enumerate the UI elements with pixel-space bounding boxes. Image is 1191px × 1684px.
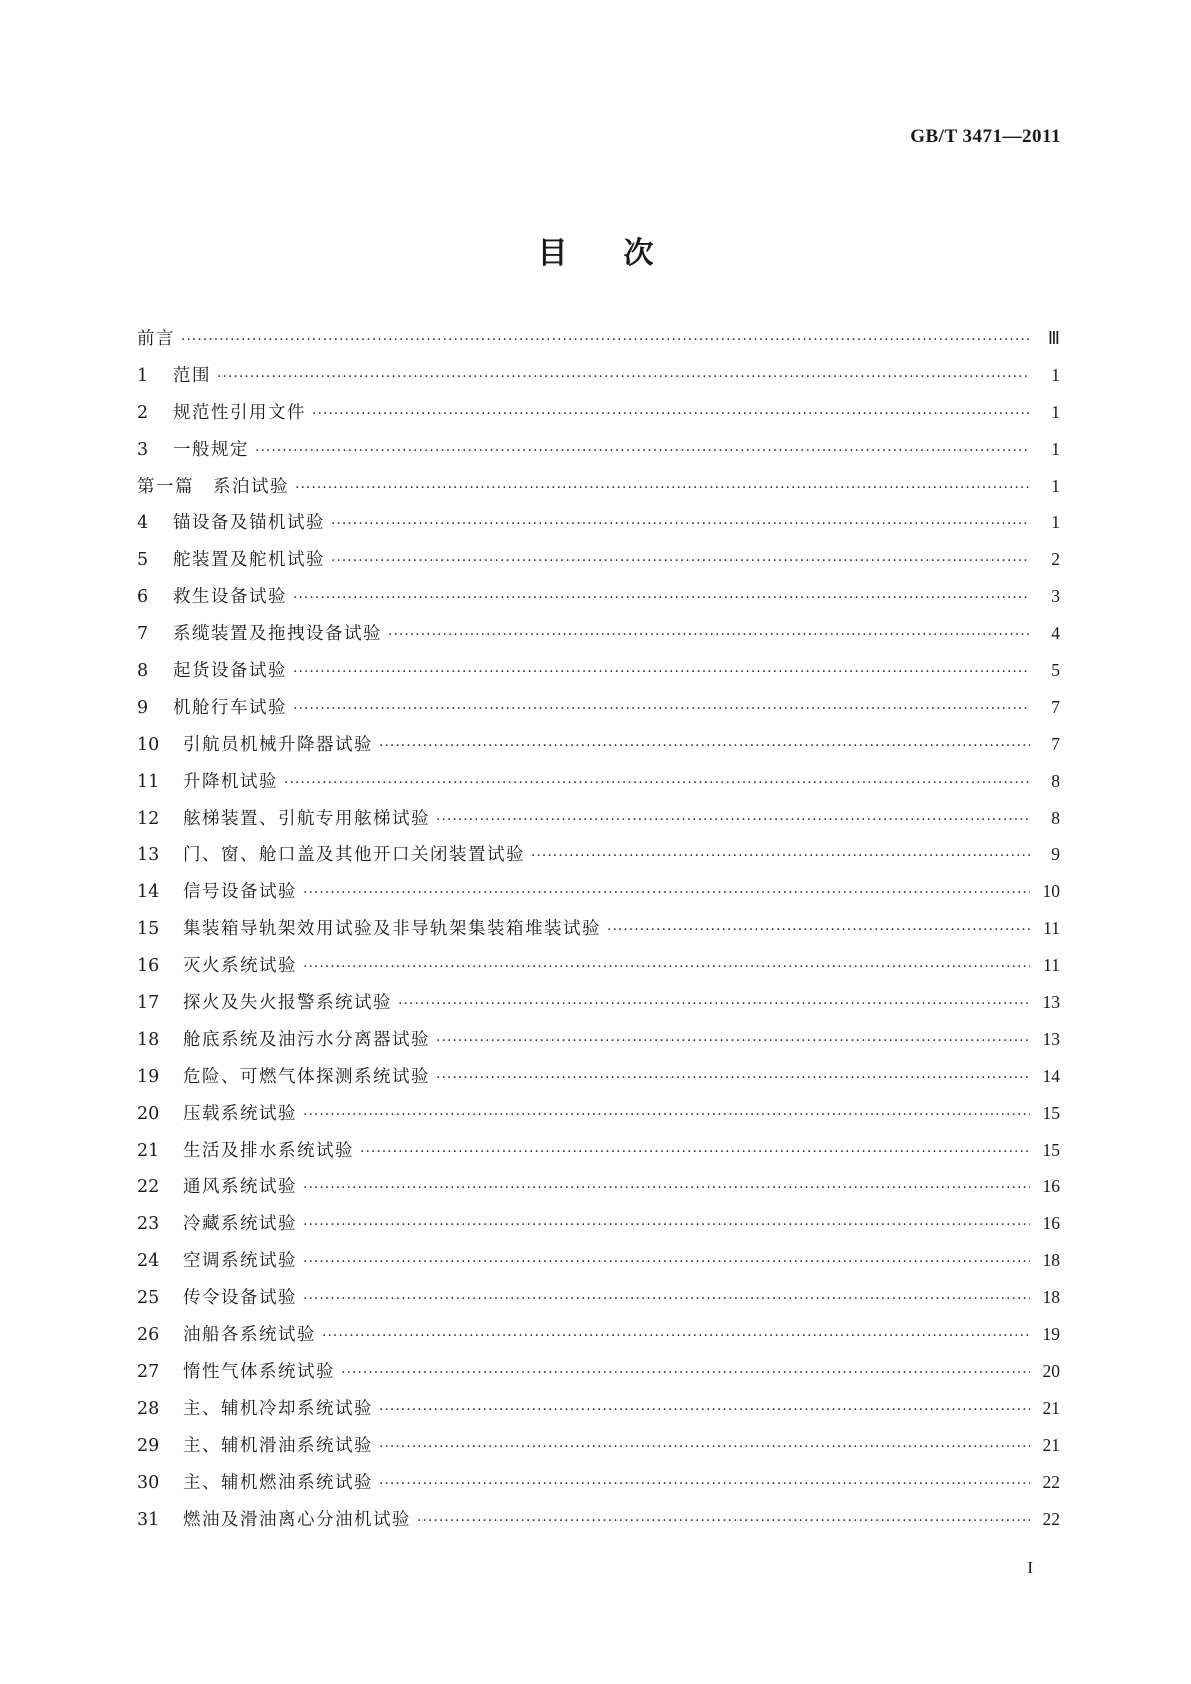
toc-entry-page: 22 bbox=[1042, 1508, 1060, 1529]
toc-entry[interactable] bbox=[137, 1137, 1060, 1174]
toc-entry-number: 16 bbox=[137, 956, 160, 977]
toc-entry-page: 21 bbox=[1042, 1434, 1060, 1455]
toc-entry-number: 17 bbox=[137, 993, 160, 1014]
toc-entry[interactable] bbox=[137, 1395, 1060, 1432]
toc-entry-page: 15 bbox=[1042, 1139, 1060, 1160]
toc-entry[interactable] bbox=[137, 1026, 1060, 1063]
toc-entry-title: 系缆装置及拖拽设备试验 bbox=[173, 624, 382, 645]
toc-entry-title: 主、辅机冷却系统试验 bbox=[183, 1398, 373, 1419]
toc-entry-title: 门、窗、舱口盖及其他开口关闭装置试验 bbox=[183, 845, 525, 866]
toc-entry-page: 16 bbox=[1042, 1213, 1060, 1234]
toc-leader-dots bbox=[303, 959, 1030, 975]
toc-leader-dots bbox=[293, 590, 1030, 606]
toc-entry[interactable] bbox=[137, 583, 1060, 620]
toc-entry-page: 22 bbox=[1042, 1471, 1060, 1492]
toc-entry-title: 第一篇 系泊试验 bbox=[137, 476, 289, 497]
toc-entry-number: 10 bbox=[137, 734, 160, 755]
toc-entry-page: 13 bbox=[1042, 992, 1060, 1013]
toc-entry-page: 4 bbox=[1051, 623, 1060, 644]
toc-entry-page: 1 bbox=[1051, 512, 1060, 533]
toc-leader-dots bbox=[398, 996, 1030, 1012]
toc-leader-dots bbox=[255, 443, 1030, 459]
toc-entry-page: 21 bbox=[1042, 1397, 1060, 1418]
toc-leader-dots bbox=[303, 1180, 1030, 1196]
toc-entry-number: 27 bbox=[137, 1361, 160, 1382]
toc-entry-page: 8 bbox=[1051, 770, 1060, 791]
toc-entry[interactable] bbox=[137, 1063, 1060, 1100]
toc-entry[interactable] bbox=[137, 1247, 1060, 1284]
toc-leader-dots bbox=[607, 922, 1030, 938]
toc-entry-number: 1 bbox=[137, 365, 149, 386]
toc-entry-page: 10 bbox=[1042, 881, 1060, 902]
toc-leader-dots bbox=[436, 1033, 1030, 1049]
standard-code: GB/T 3471—2011 bbox=[910, 126, 1061, 147]
toc-entry-title: 机舱行车试验 bbox=[173, 697, 287, 718]
toc-leader-dots bbox=[341, 1365, 1030, 1381]
toc-leader-dots bbox=[379, 1402, 1030, 1418]
toc-entry[interactable] bbox=[137, 1432, 1060, 1469]
toc-entry-page: 7 bbox=[1051, 733, 1060, 754]
toc-entry-page: 11 bbox=[1043, 918, 1060, 939]
toc-leader-dots bbox=[436, 812, 1030, 828]
toc-entry-page: 1 bbox=[1051, 475, 1060, 496]
toc-entry-title: 传令设备试验 bbox=[183, 1288, 297, 1309]
toc-leader-dots bbox=[303, 1107, 1030, 1123]
toc-entry[interactable] bbox=[137, 1321, 1060, 1358]
toc-entry-page: 11 bbox=[1043, 955, 1060, 976]
toc-entry[interactable] bbox=[137, 399, 1060, 436]
toc-entry-page: 8 bbox=[1051, 807, 1060, 828]
page-title: 目次 bbox=[537, 236, 710, 271]
toc-entry-page: 18 bbox=[1042, 1250, 1060, 1271]
toc-entry[interactable] bbox=[137, 989, 1060, 1026]
toc-entry-number: 12 bbox=[137, 808, 160, 829]
toc-entry-page: 18 bbox=[1042, 1287, 1060, 1308]
toc-entry-number: 11 bbox=[137, 771, 160, 792]
toc-entry[interactable] bbox=[137, 878, 1060, 915]
toc-entry[interactable] bbox=[137, 657, 1060, 694]
toc-leader-dots bbox=[303, 1291, 1030, 1307]
toc-entry-title: 主、辅机燃油系统试验 bbox=[183, 1472, 373, 1493]
toc-entry-title: 危险、可燃气体探测系统试验 bbox=[183, 1066, 430, 1087]
toc-entry-title: 空调系统试验 bbox=[183, 1251, 297, 1272]
toc-entry-page: 19 bbox=[1042, 1324, 1060, 1345]
toc-leader-dots bbox=[217, 369, 1030, 385]
toc-entry-title: 冷藏系统试验 bbox=[183, 1214, 297, 1235]
toc-entry-title: 舷梯装置、引航专用舷梯试验 bbox=[183, 808, 430, 829]
table-of-contents bbox=[137, 325, 1060, 1542]
toc-entry-number: 20 bbox=[137, 1103, 160, 1124]
toc-entry-page: 9 bbox=[1051, 844, 1060, 865]
toc-entry-page: 7 bbox=[1051, 696, 1060, 717]
toc-entry-page: 1 bbox=[1051, 364, 1060, 385]
toc-leader-dots bbox=[531, 848, 1030, 864]
toc-entry[interactable] bbox=[137, 915, 1060, 952]
toc-entry-number: 5 bbox=[137, 550, 149, 571]
toc-leader-dots bbox=[181, 332, 1030, 348]
toc-entry[interactable] bbox=[137, 952, 1060, 989]
toc-entry[interactable] bbox=[137, 841, 1060, 878]
toc-leader-dots bbox=[331, 553, 1030, 569]
toc-entry-title: 通风系统试验 bbox=[183, 1177, 297, 1198]
toc-entry-title: 压载系统试验 bbox=[183, 1103, 297, 1124]
toc-entry-number: 15 bbox=[137, 919, 160, 940]
toc-entry-number: 23 bbox=[137, 1214, 160, 1235]
toc-entry-number: 22 bbox=[137, 1177, 160, 1198]
toc-entry[interactable] bbox=[137, 694, 1060, 731]
toc-entry-page: 2 bbox=[1051, 549, 1060, 570]
toc-entry-title: 引航员机械升降器试验 bbox=[183, 734, 373, 755]
toc-entry-page: 13 bbox=[1042, 1028, 1060, 1049]
toc-entry-page: 3 bbox=[1051, 586, 1060, 607]
toc-leader-dots bbox=[295, 480, 1030, 496]
toc-leader-dots bbox=[360, 1144, 1030, 1160]
toc-entry-title: 锚设备及锚机试验 bbox=[173, 513, 325, 534]
toc-entry[interactable] bbox=[137, 805, 1060, 842]
toc-leader-dots bbox=[293, 664, 1030, 680]
toc-entry-number: 3 bbox=[137, 439, 149, 460]
toc-entry-title: 灭火系统试验 bbox=[183, 956, 297, 977]
toc-leader-dots bbox=[303, 1254, 1030, 1270]
toc-entry[interactable] bbox=[137, 1210, 1060, 1247]
toc-entry-number: 18 bbox=[137, 1029, 160, 1050]
toc-entry-number: 25 bbox=[137, 1288, 160, 1309]
page-number: I bbox=[1027, 1558, 1033, 1577]
toc-entry-title: 舱底系统及油污水分离器试验 bbox=[183, 1029, 430, 1050]
toc-leader-dots bbox=[331, 516, 1030, 532]
toc-entry[interactable] bbox=[137, 1358, 1060, 1395]
toc-entry-title: 主、辅机滑油系统试验 bbox=[183, 1435, 373, 1456]
toc-leader-dots bbox=[322, 1328, 1030, 1344]
toc-entry[interactable] bbox=[137, 325, 1060, 362]
toc-entry-number: 28 bbox=[137, 1398, 160, 1419]
toc-leader-dots bbox=[379, 738, 1030, 754]
toc-entry[interactable] bbox=[137, 731, 1060, 768]
toc-entry-number: 24 bbox=[137, 1251, 160, 1272]
toc-entry[interactable] bbox=[137, 1469, 1060, 1506]
toc-entry[interactable] bbox=[137, 1506, 1060, 1543]
toc-entry[interactable] bbox=[137, 362, 1060, 399]
toc-entry-title: 集装箱导轨架效用试验及非导轨架集装箱堆装试验 bbox=[183, 919, 601, 940]
toc-entry-page: 14 bbox=[1042, 1065, 1060, 1086]
toc-entry[interactable] bbox=[137, 1173, 1060, 1210]
toc-entry-number: 8 bbox=[137, 661, 149, 682]
toc-entry-title: 范围 bbox=[173, 365, 211, 386]
toc-leader-dots bbox=[303, 1217, 1030, 1233]
toc-leader-dots bbox=[388, 627, 1030, 643]
toc-entry-title: 起货设备试验 bbox=[173, 661, 287, 682]
toc-entry-title: 信号设备试验 bbox=[183, 882, 297, 903]
toc-entry-page: 20 bbox=[1042, 1360, 1060, 1381]
toc-leader-dots bbox=[312, 406, 1030, 422]
toc-entry[interactable] bbox=[137, 436, 1060, 473]
toc-leader-dots bbox=[379, 1476, 1030, 1492]
toc-entry-title: 舵装置及舵机试验 bbox=[173, 550, 325, 571]
toc-entry-page: 1 bbox=[1051, 438, 1060, 459]
toc-entry-number: 7 bbox=[137, 624, 149, 645]
toc-entry-title: 油船各系统试验 bbox=[183, 1325, 316, 1346]
toc-entry-number: 31 bbox=[137, 1509, 160, 1530]
toc-entry-number: 29 bbox=[137, 1435, 160, 1456]
toc-entry-number: 30 bbox=[137, 1472, 160, 1493]
toc-entry[interactable] bbox=[137, 473, 1060, 510]
toc-entry-page: 15 bbox=[1042, 1102, 1060, 1123]
toc-leader-dots bbox=[379, 1439, 1030, 1455]
toc-entry-title: 一般规定 bbox=[173, 439, 249, 460]
toc-entry-title: 救生设备试验 bbox=[173, 587, 287, 608]
toc-leader-dots bbox=[293, 701, 1030, 717]
toc-entry-number: 4 bbox=[137, 513, 149, 534]
toc-entry[interactable] bbox=[137, 546, 1060, 583]
toc-entry[interactable] bbox=[137, 509, 1060, 546]
toc-leader-dots bbox=[436, 1070, 1030, 1086]
toc-entry-number: 13 bbox=[137, 845, 160, 866]
toc-entry-title: 燃油及滑油离心分油机试验 bbox=[183, 1509, 411, 1530]
toc-entry-title: 前言 bbox=[137, 329, 175, 349]
toc-entry-number: 6 bbox=[137, 587, 149, 608]
toc-leader-dots bbox=[417, 1513, 1030, 1529]
toc-entry-title: 规范性引用文件 bbox=[173, 402, 306, 423]
toc-entry-title: 惰性气体系统试验 bbox=[183, 1361, 335, 1382]
toc-entry-number: 26 bbox=[137, 1325, 160, 1346]
toc-leader-dots bbox=[284, 775, 1030, 791]
toc-entry[interactable] bbox=[137, 1284, 1060, 1321]
toc-entry-page: 1 bbox=[1051, 401, 1060, 422]
toc-entry-number: 9 bbox=[137, 697, 149, 718]
toc-entry-page: Ⅲ bbox=[1047, 328, 1060, 348]
toc-entry[interactable] bbox=[137, 620, 1060, 657]
toc-entry-title: 探火及失火报警系统试验 bbox=[183, 993, 392, 1014]
toc-entry-number: 19 bbox=[137, 1066, 160, 1087]
toc-entry-number: 2 bbox=[137, 402, 149, 423]
toc-entry-page: 16 bbox=[1042, 1176, 1060, 1197]
toc-entry-title: 生活及排水系统试验 bbox=[183, 1140, 354, 1161]
toc-entry-page: 5 bbox=[1051, 660, 1060, 681]
toc-entry[interactable] bbox=[137, 768, 1060, 805]
toc-entry-number: 14 bbox=[137, 882, 160, 903]
toc-entry-number: 21 bbox=[137, 1140, 160, 1161]
toc-entry[interactable] bbox=[137, 1100, 1060, 1137]
toc-leader-dots bbox=[303, 885, 1030, 901]
toc-entry-title: 升降机试验 bbox=[183, 771, 278, 792]
